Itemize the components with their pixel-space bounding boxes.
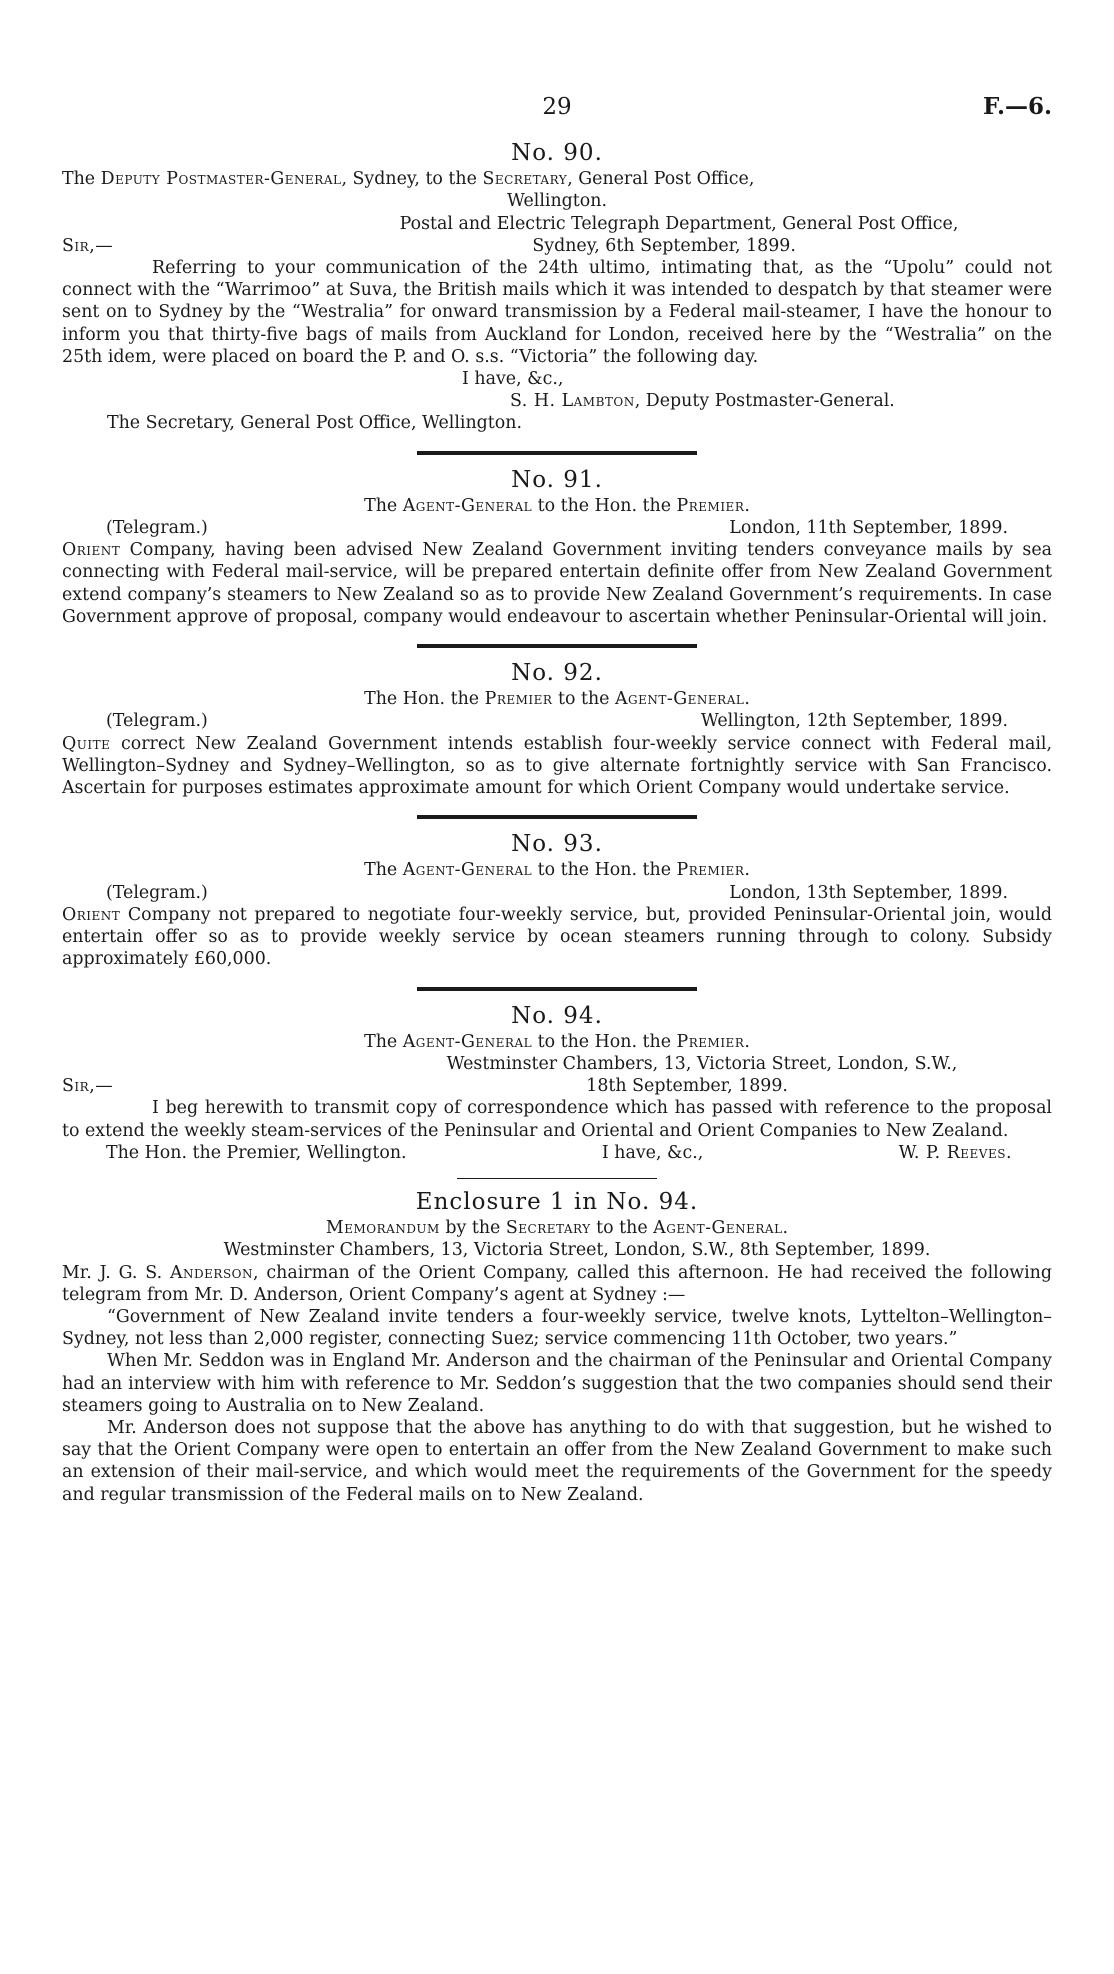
- telegram-body: Orient Company, having been advised New Zealand Government inviting tenders conveyance mails by sea connecting with Federal mail-service, will be prepared entertain definite offer from New Zealand Government extend company’s steamers to New Zealand so as to provide New Zealand Government’s requirements. In case Government approve of proposal, company would endeavour to ascertain whether Peninsular-Oriental will join.: [62, 540, 1052, 627]
- addressee: The Secretary, General Post Office, Wellington.: [107, 413, 522, 434]
- enclosure-paragraph-2: “Government of New Zealand invite tenders a four-weekly service, twelve knots, Lyttelton–Wellington–Sydney, not less than 2,000 register, connecting Suez; service commencing 11th October, two years.”: [62, 1306, 1052, 1350]
- page-header: [62, 93, 1052, 136]
- signature: W. P. Reeves.: [898, 1142, 1012, 1163]
- telegram-no-93: [62, 833, 1052, 970]
- closing: I have, &c.,: [601, 1142, 704, 1163]
- enclosure-paragraph-1: Mr. J. G. S. Anderson, chairman of the Orient Company, called this afternoon. He had received the following telegram from Mr. D. Anderson, Orient Company’s agent at Sydney :—: [62, 1262, 1052, 1305]
- letter-title: No. 93.: [511, 831, 603, 858]
- closing-row: [62, 1142, 1052, 1164]
- section-divider: [417, 815, 697, 819]
- section-divider-thin: [457, 1178, 657, 1179]
- letter-date: Sydney, 6th September, 1899.: [532, 235, 796, 256]
- enclosure-1-no-94: [62, 1188, 1052, 1506]
- document-reference: F.—6.: [982, 93, 1052, 120]
- letter-title: No. 91.: [511, 466, 603, 493]
- enclosure-address: Westminster Chambers, 13, Victoria Street, London, S.W., 8th September, 1899.: [223, 1240, 931, 1261]
- signature: S. H. Lambton, Deputy Postmaster-General.: [510, 391, 895, 412]
- document-page: [62, 93, 1052, 1506]
- enclosure-paragraph-3: When Mr. Seddon was in England Mr. Anderson and the chairman of the Peninsular and Oriental Company had an interview with him with reference to Mr. Seddon’s suggestion that the two companies should send their steamers going to Australia on to New Zealand.: [62, 1351, 1052, 1416]
- letter-body: I beg herewith to transmit copy of correspondence which has passed with reference to the proposal to extend the weekly steam-services of the Peninsular and Oriental and Orient Companies to New Zealand.: [62, 1098, 1052, 1141]
- salutation-date-row: [62, 1075, 1052, 1097]
- telegram-date-row: [62, 517, 1052, 539]
- letter-no-94: [62, 1002, 1052, 1164]
- addressee: The Hon. the Premier, Wellington.: [106, 1142, 407, 1163]
- section-divider: [417, 451, 697, 455]
- sender-address: Postal and Electric Telegraph Department, General Post Office,: [399, 213, 959, 234]
- letter-title: No. 90.: [511, 140, 603, 166]
- from-to-line-2: Wellington.: [507, 191, 607, 212]
- from-to-line: The Agent-General to the Hon. the Premier.: [364, 495, 750, 516]
- telegram-label: (Telegram.): [106, 711, 208, 732]
- salutation-date-row: [62, 235, 1052, 257]
- salutation: Sir,—: [62, 1076, 114, 1097]
- from-to-line: The Agent-General to the Hon. the Premier.: [364, 860, 750, 881]
- letter-body: Referring to your communication of the 24th ultimo, intimating that, as the “Upolu” could not connect with the “Warrimoo” at Suva, the British mails which it was intended to despatch by that steamer were sent on to Sydney by the “Westralia” for onward transmission by a Federal mail-steamer, I have the honour to inform you that thirty-five bags of mails from Auckland for London, received here by the “Westralia” on the 25th idem, were placed on board the P. and O. s.s. “Victoria” the following day.: [62, 258, 1052, 367]
- closing: I have, &c.,: [462, 369, 564, 390]
- from-to-line: The Agent-General to the Hon. the Premier.: [364, 1031, 750, 1052]
- from-to-line: The Deputy Postmaster-General, Sydney, to the Secretary, General Post Office,: [62, 169, 755, 190]
- telegram-label: (Telegram.): [106, 518, 208, 539]
- letter-title: No. 92.: [511, 660, 603, 687]
- telegram-no-92: [62, 662, 1052, 799]
- enclosure-subtitle: Memorandum by the Secretary to the Agent-General.: [325, 1218, 789, 1239]
- telegram-date: London, 13th September, 1899.: [729, 882, 1008, 903]
- letter-no-90: [62, 142, 1052, 435]
- sender-address: Westminster Chambers, 13, Victoria Street, London, S.W.,: [446, 1053, 958, 1074]
- telegram-body: Quite correct New Zealand Government intends establish four-weekly service connect with Federal mail, Wellington–Sydney and Sydney–Wellington, so as to give alternate fortnightly service with San Francisco. Ascertain for purposes estimates approximate amount for which Orient Company would undertake service.: [62, 733, 1052, 799]
- from-to-line: The Hon. the Premier to the Agent-General.: [364, 689, 750, 710]
- telegram-date-row: [62, 882, 1052, 904]
- enclosure-paragraph-4: Mr. Anderson does not suppose that the above has anything to do with that suggestion, but he wished to say that the Orient Company were open to entertain an offer from the New Zealand Government to make such an extension of their mail-service, and which would meet the requirements of the Government for the speedy and regular transmission of the Federal mails on to New Zealand.: [62, 1417, 1052, 1505]
- section-divider: [417, 644, 697, 648]
- telegram-date-row: [62, 710, 1052, 732]
- page-number: 29: [542, 94, 572, 120]
- letter-title: No. 94.: [511, 1002, 603, 1029]
- telegram-no-91: [62, 466, 1052, 628]
- section-divider: [417, 987, 697, 991]
- telegram-body: Orient Company not prepared to negotiate four-weekly service, but, provided Peninsular-Oriental join, would entertain offer so as to provide weekly service by ocean steamers running through to colony. Subsidy approximately £60,000.: [62, 904, 1052, 970]
- telegram-date: Wellington, 12th September, 1899.: [700, 711, 1008, 732]
- letter-date: 18th September, 1899.: [586, 1076, 788, 1097]
- salutation: Sir,—: [62, 235, 114, 256]
- enclosure-title: Enclosure 1 in No. 94.: [415, 1188, 699, 1215]
- telegram-label: (Telegram.): [106, 882, 208, 903]
- telegram-date: London, 11th September, 1899.: [729, 518, 1008, 539]
